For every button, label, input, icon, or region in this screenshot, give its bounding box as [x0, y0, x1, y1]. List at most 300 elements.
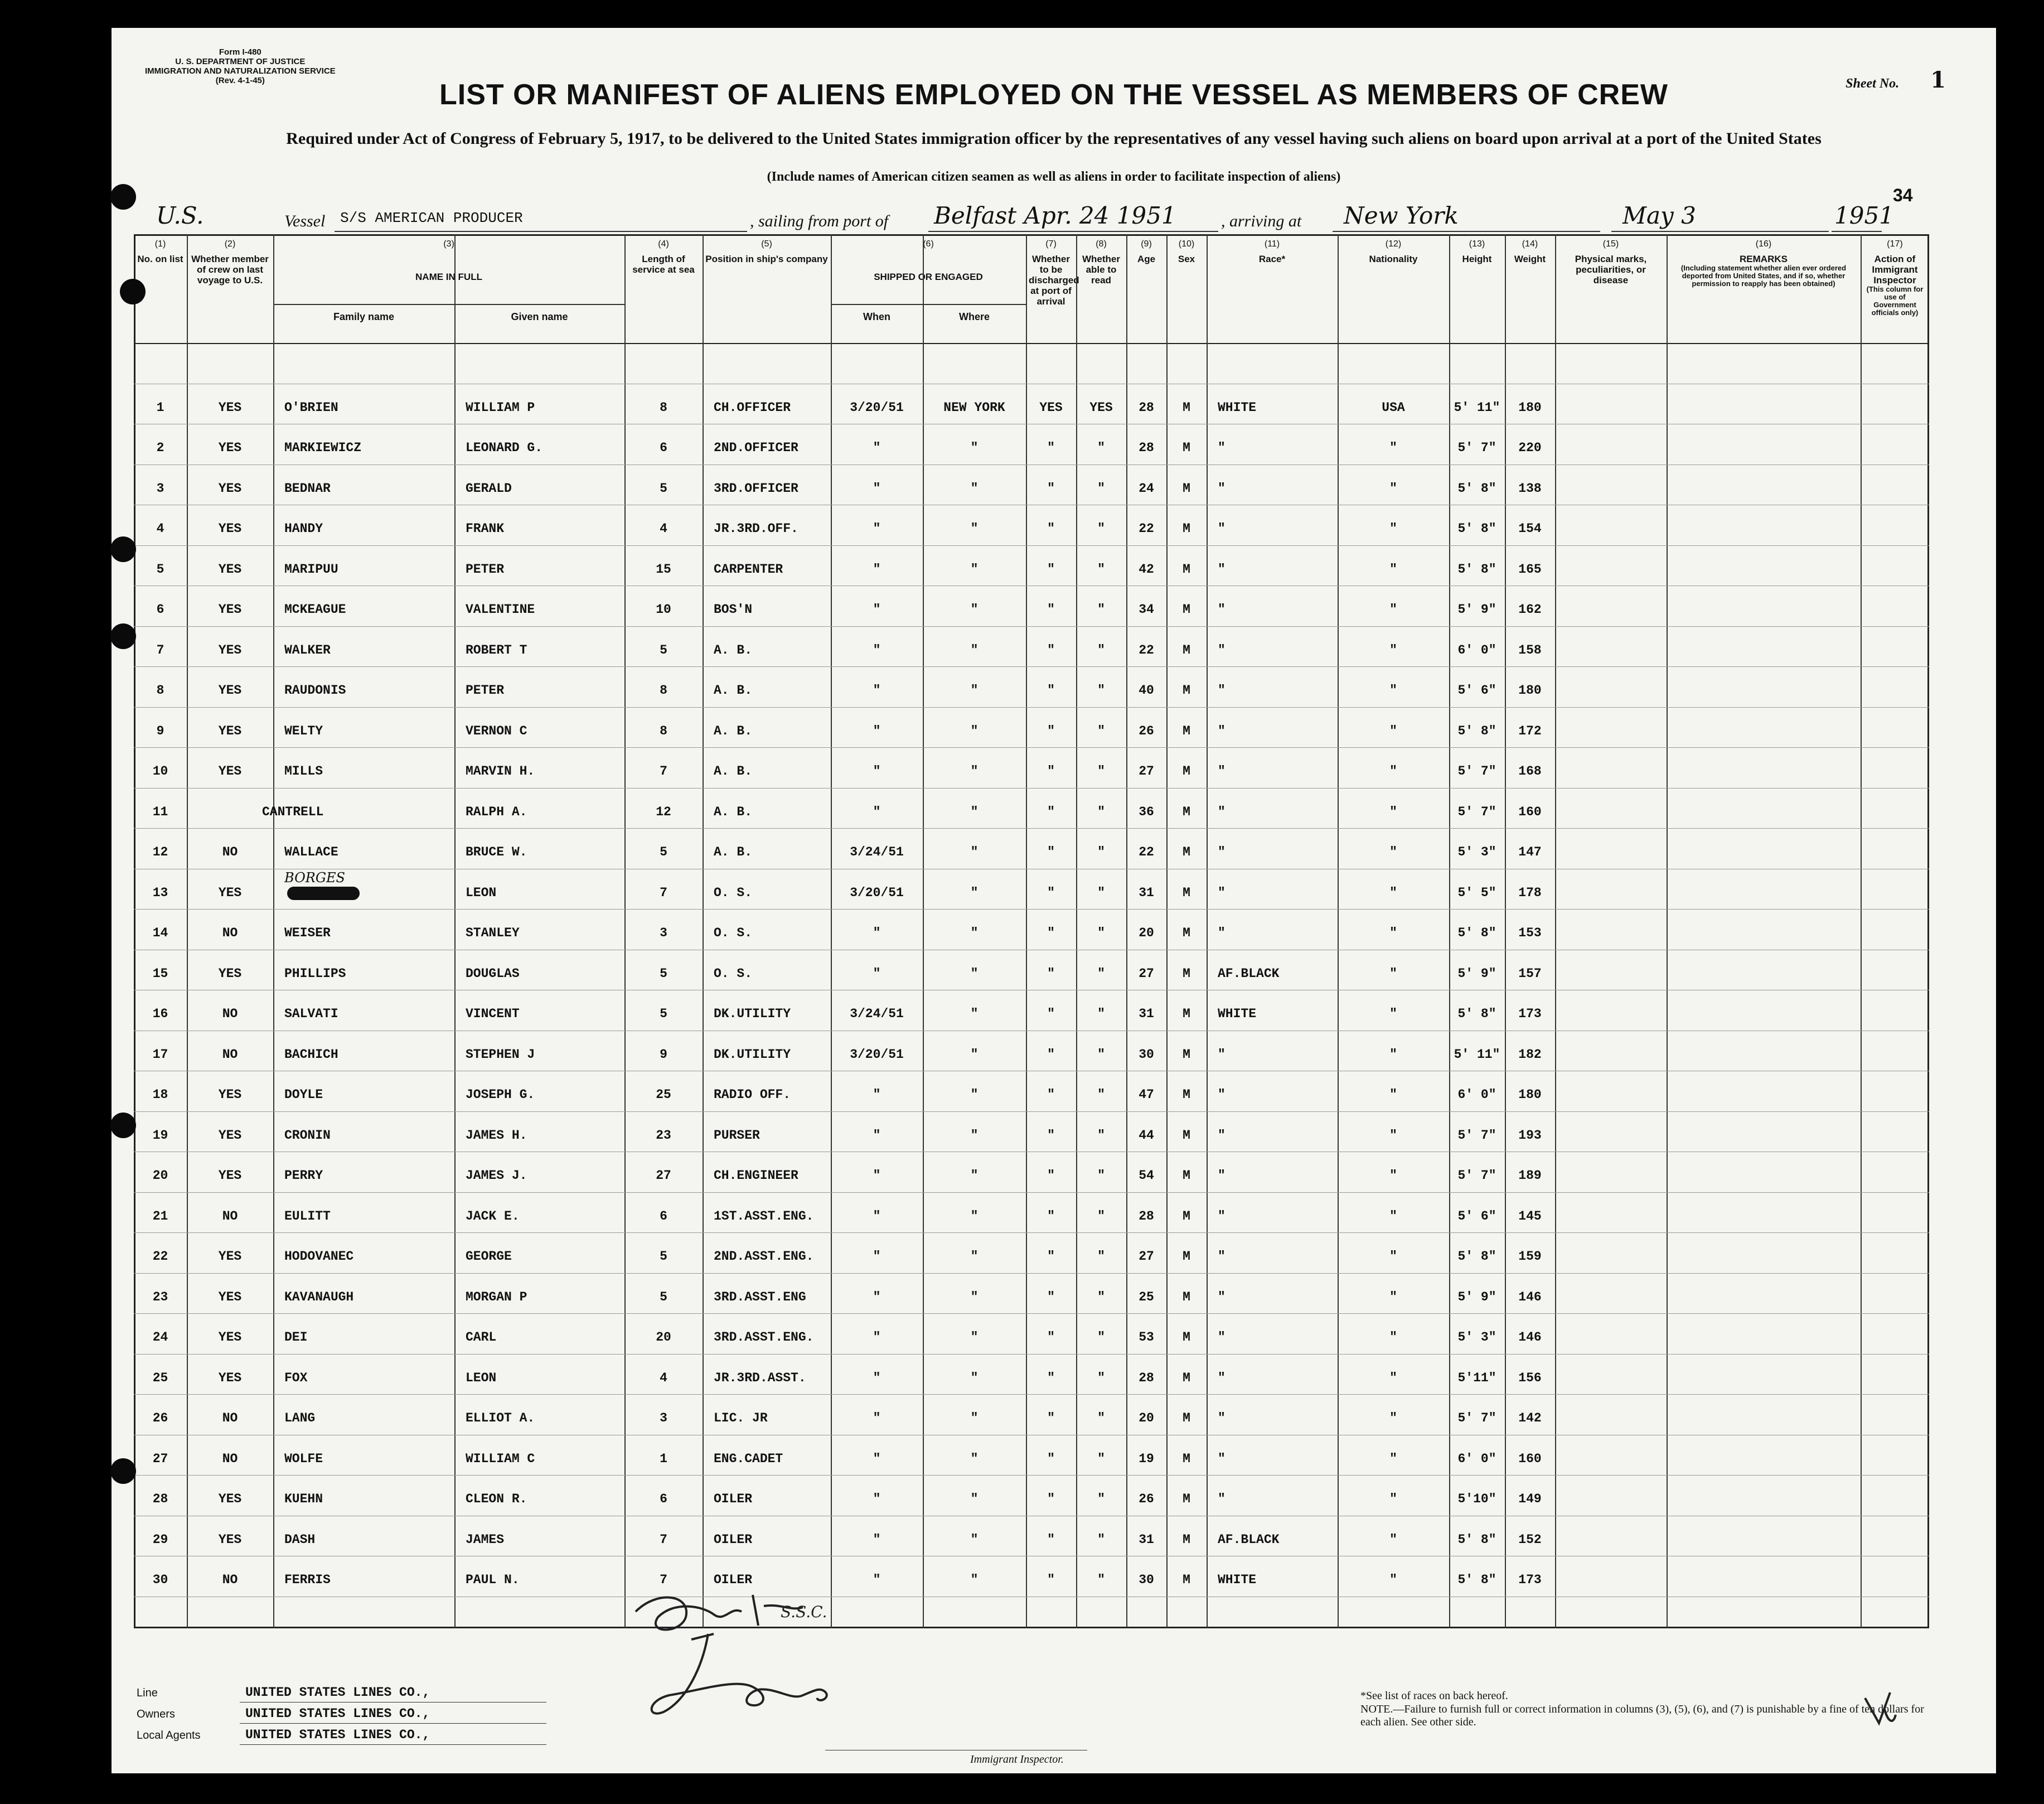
- cell-position: DK.UTILITY: [714, 1007, 791, 1021]
- cell-service: 8: [660, 400, 667, 415]
- cell-weight: 142: [1518, 1411, 1542, 1425]
- cell-service: 25: [656, 1087, 671, 1102]
- cell-where: ": [970, 926, 979, 940]
- cell-last: NO: [222, 845, 238, 859]
- cell-last: YES: [218, 1168, 242, 1183]
- cell-disch: ": [1047, 1411, 1055, 1425]
- cell-nat: ": [1389, 1532, 1397, 1547]
- cell-where: ": [970, 1532, 979, 1547]
- cell-age: 34: [1139, 602, 1154, 617]
- check-mark-icon: [627, 1321, 646, 1337]
- cell-family: BORGES: [284, 869, 345, 886]
- cell-where: ": [970, 885, 979, 900]
- cell-disch: ": [1047, 1370, 1055, 1385]
- cell-height: 5' 7": [1457, 804, 1496, 819]
- cell-given: BRUCE W.: [466, 845, 527, 859]
- cell-sex: M: [1183, 562, 1190, 577]
- cell-last: YES: [218, 966, 242, 981]
- table-row: [134, 384, 1929, 424]
- arriving-label: , arriving at: [1221, 212, 1302, 230]
- cell-nat: ": [1389, 845, 1397, 859]
- cell-last: YES: [218, 1249, 242, 1264]
- cell-family: BACHICH: [284, 1047, 338, 1062]
- cell-position: 3RD.ASST.ENG: [714, 1289, 806, 1304]
- cell-service: 7: [660, 1532, 667, 1547]
- cell-race: ": [1218, 1047, 1226, 1062]
- table-row: [134, 788, 1929, 829]
- sheet-number-label: Sheet No.: [1846, 76, 1900, 91]
- cell-given: WILLIAM C: [466, 1451, 535, 1466]
- cell-no: 11: [152, 804, 168, 819]
- cell-race: ": [1218, 683, 1226, 698]
- cell-service: 3: [660, 926, 667, 940]
- cell-no: 4: [156, 521, 164, 536]
- cell-sex: M: [1183, 1370, 1190, 1385]
- cell-read: ": [1097, 1330, 1105, 1344]
- arrival-year: 1951: [1834, 202, 1894, 229]
- cell-height: 5' 8": [1457, 1007, 1496, 1021]
- cell-weight: 180: [1518, 400, 1542, 415]
- vessel-label: Vessel: [284, 212, 326, 230]
- arriving-port: New York: [1344, 202, 1459, 229]
- form-service: IMMIGRATION AND NATURALIZATION SERVICE: [145, 66, 336, 76]
- cell-position: O. S.: [714, 966, 753, 981]
- column-header-10: [1166, 234, 1207, 343]
- cell-no: 10: [152, 764, 168, 778]
- column-label: Age: [1137, 254, 1156, 264]
- cell-disch: ": [1047, 723, 1055, 738]
- cell-family: MARIPUU: [284, 562, 338, 577]
- cell-read: ": [1097, 1289, 1105, 1304]
- column-label: Weight: [1514, 254, 1546, 264]
- column-number: (8): [1096, 239, 1107, 249]
- cell-when: ": [873, 966, 881, 981]
- column-number: (17): [1887, 239, 1903, 249]
- cell-read: ": [1097, 683, 1105, 698]
- cell-family: PHILLIPS: [284, 966, 346, 981]
- vessel-name: S/S AMERICAN PRODUCER: [340, 210, 523, 226]
- cell-family: HODOVANEC: [284, 1249, 354, 1264]
- cell-service: 6: [660, 1492, 667, 1506]
- cell-family: DASH: [284, 1532, 316, 1547]
- table-row: [134, 666, 1929, 707]
- column-number: (7): [1045, 239, 1057, 249]
- cell-service: 1: [660, 1451, 667, 1466]
- cell-given: LEON: [466, 1370, 497, 1385]
- cell-given: PETER: [466, 562, 505, 577]
- crew-table: [134, 234, 1929, 1628]
- cell-height: 5' 6": [1457, 683, 1496, 698]
- cell-no: 9: [156, 723, 164, 738]
- column-label: SHIPPED OR ENGAGED: [874, 272, 983, 282]
- column-header-12: [1338, 234, 1449, 343]
- table-row: [134, 909, 1929, 950]
- cell-family: MARKIEWICZ: [284, 441, 362, 455]
- punch-hole: [110, 184, 136, 210]
- table-row: [134, 1516, 1929, 1556]
- column-note: (Including statement whether alien ever ordered deported from United States, and if so, whether permission to reapply has been obtained): [1680, 264, 1847, 288]
- cell-weight: 165: [1518, 562, 1542, 577]
- cell-age: 24: [1139, 481, 1154, 496]
- cell-weight: 162: [1518, 602, 1542, 617]
- cell-family: WOLFE: [284, 1451, 323, 1466]
- cell-nat: ": [1389, 926, 1397, 940]
- cell-when: ": [873, 481, 881, 496]
- sailing-label: , sailing from port of: [750, 212, 889, 230]
- check-mark-icon: [627, 1483, 646, 1498]
- table-row: [134, 626, 1929, 667]
- table-row: [134, 586, 1929, 626]
- check-mark-icon: [627, 1200, 646, 1216]
- cell-when: ": [873, 521, 881, 536]
- cell-when: ": [873, 1411, 881, 1425]
- cell-height: 5' 9": [1457, 966, 1496, 981]
- cell-nat: ": [1389, 1047, 1397, 1062]
- cell-disch: ": [1047, 1289, 1055, 1304]
- cell-sex: M: [1183, 683, 1190, 698]
- cell-nat: ": [1389, 885, 1397, 900]
- cell-given: MORGAN P: [466, 1289, 527, 1304]
- cell-given: LEON: [466, 885, 497, 900]
- column-header-6: [831, 234, 1026, 304]
- cell-last: YES: [218, 723, 242, 738]
- cell-read: ": [1097, 481, 1105, 496]
- cell-disch: ": [1047, 1128, 1055, 1143]
- cell-position: OILER: [714, 1492, 753, 1506]
- cell-race: ": [1218, 562, 1226, 577]
- cell-given: GEORGE: [466, 1249, 512, 1264]
- cell-position: A. B.: [714, 723, 753, 738]
- column-header-14: [1505, 234, 1555, 343]
- cell-weight: 145: [1518, 1208, 1542, 1223]
- cell-when: 3/24/51: [850, 845, 904, 859]
- cell-sex: M: [1183, 1492, 1190, 1506]
- subcolumn-label: When: [863, 311, 890, 322]
- cell-family: CANTRELL: [262, 804, 324, 819]
- cell-when: 3/20/51: [850, 885, 904, 900]
- cell-height: 5' 8": [1457, 481, 1496, 496]
- cell-disch: ": [1047, 1451, 1055, 1466]
- cell-service: 7: [660, 1573, 667, 1587]
- cell-sex: M: [1183, 926, 1190, 940]
- column-number: (13): [1469, 239, 1485, 249]
- cell-sex: M: [1183, 1330, 1190, 1344]
- agents-label: Local Agents: [137, 1729, 201, 1742]
- column-header-11: [1207, 234, 1338, 343]
- redaction-mark: [287, 887, 360, 900]
- cell-nat: ": [1389, 764, 1397, 778]
- cell-family: KAVANAUGH: [284, 1289, 354, 1304]
- cell-where: ": [970, 1208, 979, 1223]
- cell-given: DOUGLAS: [466, 966, 520, 981]
- cell-disch: ": [1047, 885, 1055, 900]
- cell-height: 5' 3": [1457, 845, 1496, 859]
- check-mark-icon: [627, 674, 646, 690]
- cell-service: 4: [660, 521, 667, 536]
- cell-height: 5' 7": [1457, 1128, 1496, 1143]
- cell-service: 5: [660, 1249, 667, 1264]
- cell-race: WHITE: [1218, 1007, 1257, 1021]
- cell-no: 3: [156, 481, 164, 496]
- cell-given: PETER: [466, 683, 505, 698]
- cell-given: PAUL N.: [466, 1573, 520, 1587]
- cell-age: 20: [1139, 926, 1154, 940]
- cell-disch: ": [1047, 1249, 1055, 1264]
- table-row: [134, 828, 1929, 869]
- cell-last: NO: [222, 1047, 238, 1062]
- cell-race: ": [1218, 1492, 1226, 1506]
- check-mark-icon: [627, 796, 646, 811]
- cell-sex: M: [1183, 1208, 1190, 1223]
- column-label: Action of Immigrant Inspector: [1872, 254, 1918, 286]
- cell-height: 5' 9": [1457, 602, 1496, 617]
- cell-last: YES: [218, 481, 242, 496]
- cell-where: ": [970, 1007, 979, 1021]
- cell-nat: ": [1389, 1168, 1397, 1183]
- cell-when: ": [873, 1087, 881, 1102]
- cell-height: 5'10": [1457, 1492, 1496, 1506]
- cell-service: 27: [656, 1168, 671, 1183]
- cell-family: WALLACE: [284, 845, 338, 859]
- cell-where: ": [970, 804, 979, 819]
- column-header-3: [273, 234, 624, 304]
- vessel-line: [156, 202, 1894, 235]
- cell-age: 27: [1139, 1249, 1154, 1264]
- table-row: [134, 869, 1929, 910]
- check-mark-icon: [627, 877, 646, 892]
- check-mark-icon: [627, 755, 646, 771]
- cell-family: SALVATI: [284, 1007, 338, 1021]
- cell-race: ": [1218, 642, 1226, 657]
- cell-weight: 168: [1518, 764, 1542, 778]
- cell-disch: ": [1047, 1007, 1055, 1021]
- cell-service: 5: [660, 1007, 667, 1021]
- cell-where: ": [970, 1249, 979, 1264]
- cell-where: ": [970, 1289, 979, 1304]
- check-mark-icon: [627, 391, 646, 407]
- line-label: Line: [137, 1687, 158, 1699]
- cell-service: 6: [660, 1208, 667, 1223]
- cell-disch: ": [1047, 642, 1055, 657]
- cell-height: 5' 6": [1457, 1208, 1496, 1223]
- column-number: (9): [1141, 239, 1152, 249]
- sheet-number-value: 1: [1930, 67, 1946, 93]
- cell-given: VERNON C: [466, 723, 527, 738]
- cell-when: 3/24/51: [850, 1007, 904, 1021]
- cell-sex: M: [1183, 1411, 1190, 1425]
- cell-sex: M: [1183, 1047, 1190, 1062]
- cell-no: 16: [152, 1007, 168, 1021]
- column-label: Sex: [1178, 254, 1195, 264]
- arrival-date: May 3: [1622, 202, 1696, 229]
- cell-nat: ": [1389, 1087, 1397, 1102]
- cell-sex: M: [1183, 521, 1190, 536]
- cell-disch: ": [1047, 1492, 1055, 1506]
- cell-read: ": [1097, 521, 1105, 536]
- table-row: [134, 545, 1929, 586]
- cell-nat: ": [1389, 1128, 1397, 1143]
- cell-position: CARPENTER: [714, 562, 783, 577]
- cell-race: ": [1218, 1249, 1226, 1264]
- footnote-races: *See list of races on back hereof.: [1360, 1690, 1508, 1702]
- cell-weight: 147: [1518, 845, 1542, 859]
- cell-read: ": [1097, 804, 1105, 819]
- cell-disch: ": [1047, 1532, 1055, 1547]
- cell-disch: ": [1047, 1573, 1055, 1587]
- cell-age: 28: [1139, 1208, 1154, 1223]
- column-number: (15): [1602, 239, 1619, 249]
- cell-given: JAMES J.: [466, 1168, 527, 1183]
- cell-sex: M: [1183, 764, 1190, 778]
- cell-weight: 180: [1518, 683, 1542, 698]
- cell-height: 5' 11": [1454, 1047, 1500, 1062]
- cell-position: CH.OFFICER: [714, 400, 791, 415]
- column-label: Physical marks, peculiarities, or disease: [1575, 254, 1647, 286]
- cell-sex: M: [1183, 1451, 1190, 1466]
- cell-disch: ": [1047, 1047, 1055, 1062]
- cell-given: JOSEPH G.: [466, 1087, 535, 1102]
- column-note: (This column for use of Government officials only): [1866, 285, 1924, 317]
- cell-height: 5' 7": [1457, 764, 1496, 778]
- cell-where: ": [970, 642, 979, 657]
- cell-sex: M: [1183, 1573, 1190, 1587]
- check-mark-icon: [627, 593, 646, 609]
- cell-age: 28: [1139, 400, 1154, 415]
- cell-given: GERALD: [466, 481, 512, 496]
- cell-read: ": [1097, 764, 1105, 778]
- cell-family: KUEHN: [284, 1492, 323, 1506]
- cell-height: 5' 8": [1457, 1573, 1496, 1587]
- cell-given: WILLIAM P: [466, 400, 535, 415]
- cell-when: ": [873, 1532, 881, 1547]
- cell-race: ": [1218, 602, 1226, 617]
- cell-given: LEONARD G.: [466, 441, 543, 455]
- cell-weight: 182: [1518, 1047, 1542, 1062]
- cell-service: 7: [660, 885, 667, 900]
- cell-read: ": [1097, 441, 1105, 455]
- table-row: [134, 1556, 1929, 1597]
- cell-race: ": [1218, 1330, 1226, 1344]
- cell-where: ": [970, 1411, 979, 1425]
- cell-weight: 189: [1518, 1168, 1542, 1183]
- cell-where: ": [970, 602, 979, 617]
- cell-position: LIC. JR: [714, 1411, 768, 1425]
- cell-read: ": [1097, 1007, 1105, 1021]
- cell-no: 17: [152, 1047, 168, 1062]
- cell-no: 28: [152, 1492, 168, 1506]
- cell-where: ": [970, 481, 979, 496]
- cell-where: ": [970, 683, 979, 698]
- cell-weight: 153: [1518, 926, 1542, 940]
- cell-no: 26: [152, 1411, 168, 1425]
- cell-race: ": [1218, 1087, 1226, 1102]
- cell-nat: ": [1389, 966, 1397, 981]
- table-row: [134, 1354, 1929, 1395]
- table-row: [134, 707, 1929, 748]
- check-mark-icon: [627, 1119, 646, 1135]
- cell-sex: M: [1183, 885, 1190, 900]
- cell-age: 26: [1139, 723, 1154, 738]
- cell-last: NO: [222, 926, 238, 940]
- check-mark-icon: [627, 1240, 646, 1256]
- cell-last: YES: [218, 885, 242, 900]
- cell-given: FRANK: [466, 521, 505, 536]
- cell-no: 30: [152, 1573, 168, 1587]
- cell-service: 5: [660, 642, 667, 657]
- cell-where: ": [970, 1330, 979, 1344]
- cell-given: CLEON R.: [466, 1492, 527, 1506]
- cell-where: ": [970, 845, 979, 859]
- cell-race: ": [1218, 1451, 1226, 1466]
- column-number: (1): [154, 239, 166, 249]
- check-mark-icon: [627, 472, 646, 488]
- cell-where: ": [970, 966, 979, 981]
- cell-height: 5' 5": [1457, 885, 1496, 900]
- cell-service: 8: [660, 723, 667, 738]
- cell-when: ": [873, 642, 881, 657]
- cell-no: 1: [156, 400, 164, 415]
- table-row: [134, 950, 1929, 990]
- cell-read: ": [1097, 1249, 1105, 1264]
- document-title: LIST OR MANIFEST OF ALIENS EMPLOYED ON THE VESSEL AS MEMBERS OF CREW: [439, 79, 1668, 111]
- cell-read: ": [1097, 1492, 1105, 1506]
- footer: [112, 1603, 1996, 1773]
- cell-weight: 146: [1518, 1289, 1542, 1304]
- cell-age: 30: [1139, 1047, 1154, 1062]
- cell-nat: ": [1389, 1411, 1397, 1425]
- cell-position: 3RD.OFFICER: [714, 481, 798, 496]
- cell-service: 9: [660, 1047, 667, 1062]
- column-number: (10): [1178, 239, 1195, 249]
- cell-weight: 152: [1518, 1532, 1542, 1547]
- cell-family: BEDNAR: [284, 481, 331, 496]
- cell-family: FERRIS: [284, 1573, 331, 1587]
- cell-last: YES: [218, 683, 242, 698]
- cell-last: YES: [218, 1532, 242, 1547]
- cell-when: ": [873, 804, 881, 819]
- cell-age: 27: [1139, 966, 1154, 981]
- column-header-16: [1667, 234, 1861, 343]
- cell-family: PERRY: [284, 1168, 323, 1183]
- cell-age: 31: [1139, 1532, 1154, 1547]
- cell-no: 21: [152, 1208, 168, 1223]
- cell-weight: 138: [1518, 481, 1542, 496]
- column-header-5: [703, 234, 831, 343]
- cell-read: ": [1097, 966, 1105, 981]
- check-mark-icon: [627, 553, 646, 569]
- cell-nat: USA: [1382, 400, 1405, 415]
- cell-last: YES: [218, 1330, 242, 1344]
- column-label: Whether to be discharged at port of arrival: [1029, 254, 1079, 307]
- cell-position: 1ST.ASST.ENG.: [714, 1208, 814, 1223]
- cell-disch: ": [1047, 966, 1055, 981]
- cell-weight: 173: [1518, 1007, 1542, 1021]
- cell-race: ": [1218, 1289, 1226, 1304]
- cell-height: 5' 7": [1457, 1411, 1496, 1425]
- cell-weight: 160: [1518, 1451, 1542, 1466]
- cell-disch: ": [1047, 926, 1055, 940]
- cell-last: YES: [218, 400, 242, 415]
- cell-read: ": [1097, 1128, 1105, 1143]
- cell-service: 5: [660, 481, 667, 496]
- footnote-penalty: NOTE.—Failure to furnish full or correct information in columns (3), (5), (6), and (7) is punishable by a fine of ten dollars for each alien. See other side.: [1360, 1703, 1924, 1728]
- cell-given: JAMES H.: [466, 1128, 527, 1143]
- subcolumn-label: Family name: [333, 311, 395, 322]
- cell-read: ": [1097, 1532, 1105, 1547]
- cell-weight: 157: [1518, 966, 1542, 981]
- cell-last: YES: [218, 562, 242, 577]
- cell-nat: ": [1389, 1451, 1397, 1466]
